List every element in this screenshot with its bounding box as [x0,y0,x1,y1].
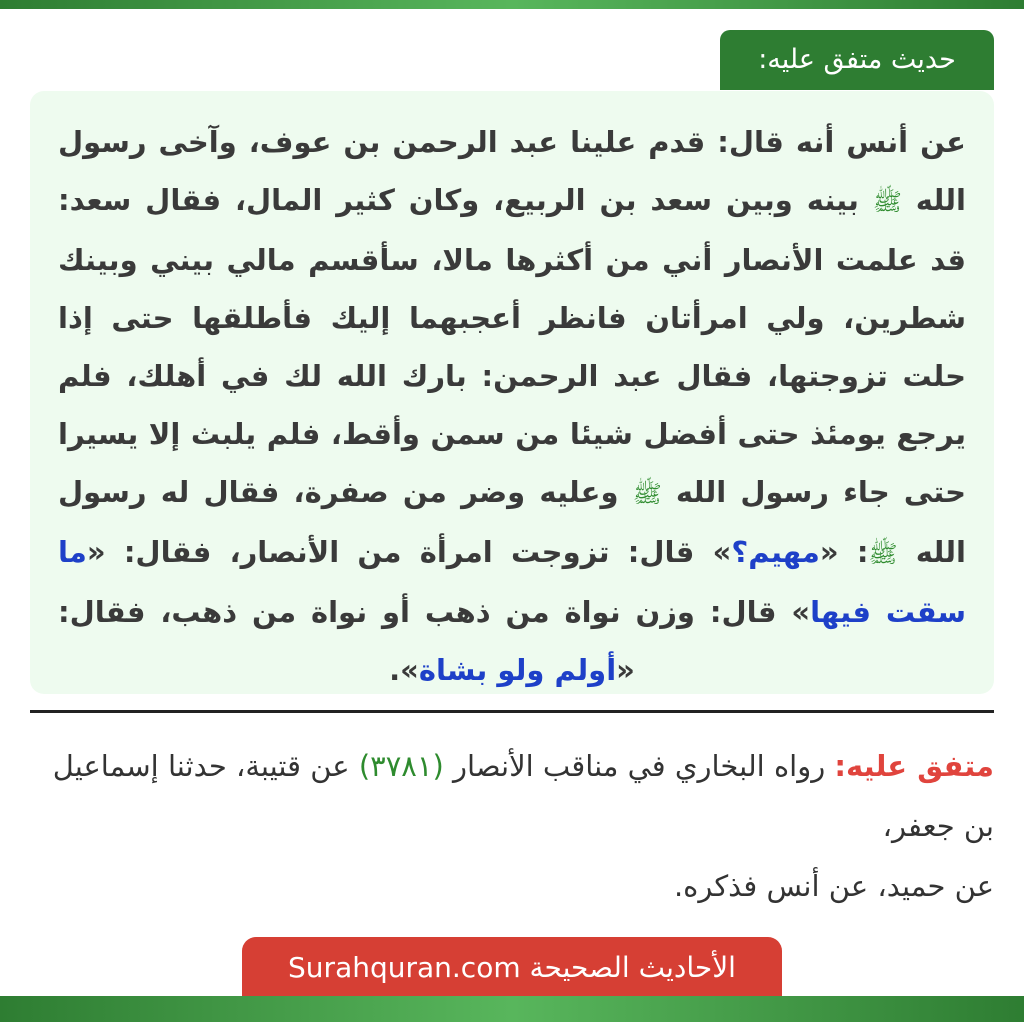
hadith-part-3: وعليه وضر من صفرة، فقال له رسول الله [58,475,966,569]
salutation-icon: ﷺ [868,540,898,568]
source-text-1: رواه البخاري في مناقب الأنصار [443,749,835,783]
salutation-icon: ﷺ [632,480,662,508]
hadith-type-tag: حديث متفق عليه: [720,30,994,90]
hadith-part-2: بينه وبين سعد بن الربيع، وكان كثير المال، فقال سعد: قد علمت الأنصار أني من أكثرها مالا، سأقسم مالي بيني وبينك شطرين، ولي امرأتان فانظر أعجبهما إليك فأطلقها حتى إذا حلت تزوجتها، فقال عبد الرحمن: بارك الله لك في أهلك، فلم يرجع يومئذ حتى أفضل شيئا من سمن وأقط، فلم يلبث إلا يسيرا حتى جاء رسول الله [58,183,967,509]
hadith-box [30,91,994,694]
top-green-bar [0,0,1024,9]
salutation-icon: ﷺ [872,188,902,216]
divider [30,710,994,713]
source-reference [30,736,994,916]
site-footer-badge[interactable]: الأحاديث الصحيحة Surahquran.com [242,937,782,996]
hadith-part-6: » قال: وزن نواة من ذهب أو نواة من ذهب، فقال: « [58,595,811,687]
prophet-quote-3: أولم ولو بشاة [418,653,617,687]
hadith-part-5: » قال: تزوجت امرأة من الأنصار، فقال: « [86,535,732,569]
source-label: متفق عليه: [834,749,994,783]
hadith-part-7: ». [389,653,419,687]
source-line [30,736,994,856]
source-text-2: عن قتيبة، حدثنا إسماعيل بن جعفر، [52,749,994,843]
hadith-part-4: : « [819,535,869,569]
prophet-quote-1: مهيم؟ [731,535,820,569]
prophet-quote-2: ما سقت فيها [58,535,966,629]
hadith-number: (٣٧٨١) [358,749,444,783]
hadith-text [58,113,966,699]
hadith-part-1: عن أنس أنه قال: قدم علينا عبد الرحمن بن عوف، وآخى رسول الله [58,125,966,217]
bottom-green-bar [0,996,1024,1022]
source-line-3: عن حميد، عن أنس فذكره. [673,869,994,903]
